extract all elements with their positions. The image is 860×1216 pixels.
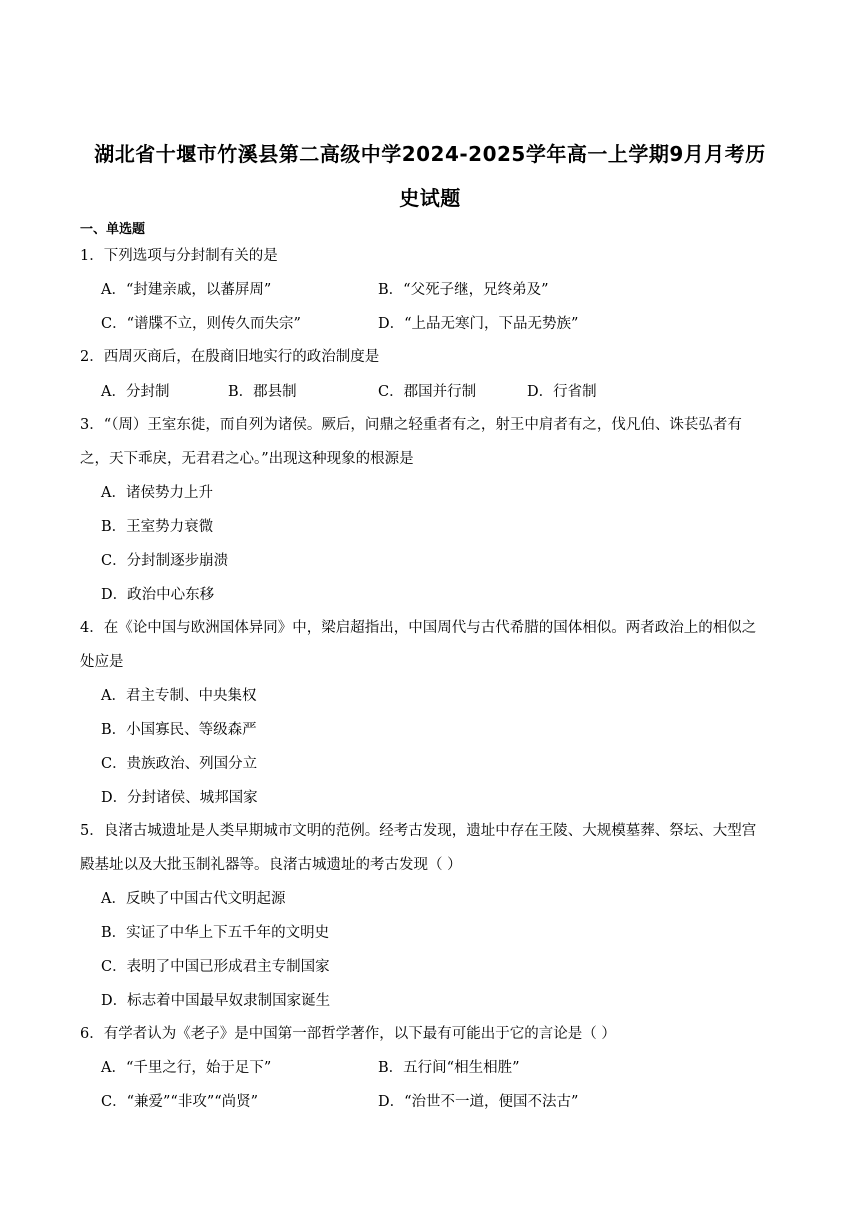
q1-option-c: C．“谱牒不立，则传久而失宗”: [101, 316, 301, 332]
exam-title-line2: 史试题: [399, 186, 461, 210]
q4-stem-line1: 4．在《论中国与欧洲国体异同》中，梁启超指出，中国周代与古代希腊的国体相似。两者政治上的相似之: [80, 620, 757, 636]
q3-option-b: B．王室势力衰微: [101, 519, 214, 535]
q6-stem: 6．有学者认为《老子》是中国第一部哲学著作，以下最有可能出于它的言论是（ ）: [80, 1026, 616, 1042]
q1-option-d: D．“上品无寒门，下品无势族”: [378, 316, 579, 332]
q1-stem: 1．下列选项与分封制有关的是: [80, 248, 278, 264]
q4-stem-line2: 处应是: [80, 654, 124, 670]
q6-option-c: C．“兼爱”“非攻”“尚贤”: [101, 1094, 259, 1110]
q5-option-b: B．实证了中华上下五千年的文明史: [101, 925, 330, 941]
q3-option-c: C．分封制逐步崩溃: [101, 553, 229, 569]
q5-option-a: A．反映了中国古代文明起源: [101, 891, 286, 907]
q6-option-b: B．五行间“相生相胜”: [378, 1060, 520, 1076]
section-heading: 一、单选题: [80, 222, 146, 237]
q2-option-b: B．郡县制: [228, 384, 297, 400]
q3-option-d: D．政治中心东移: [101, 587, 215, 603]
q1-option-b: B．“父死子继，兄终弟及”: [378, 282, 549, 298]
q6-option-a: A．“千里之行，始于足下”: [101, 1060, 272, 1076]
q4-option-b: B．小国寡民、等级森严: [101, 722, 257, 738]
q5-stem-line2: 殿基址以及大批玉制礼器等。良渚古城遗址的考古发现（ ）: [80, 857, 462, 873]
q5-option-d: D．标志着中国最早奴隶制国家诞生: [101, 993, 331, 1009]
q2-option-a: A．分封制: [101, 384, 170, 400]
q5-stem-line1: 5．良渚古城遗址是人类早期城市文明的范例。经考古发现，遗址中存在王陵、大规模墓葬、祭坛、大型宫: [80, 823, 757, 839]
exam-title-line1: 湖北省十堰市竹溪县第二高级中学2024-2025学年高一上学期9月月考历: [94, 142, 766, 166]
q3-stem-line2: 之，天下乖戾，无君君之心。”出现这种现象的根源是: [80, 451, 414, 467]
q1-option-a: A．“封建亲戚，以蕃屏周”: [101, 282, 272, 298]
q2-stem: 2．西周灭商后，在殷商旧地实行的政治制度是: [80, 349, 380, 365]
q4-option-c: C．贵族政治、列国分立: [101, 756, 258, 772]
q3-stem-line1: 3．“（周）王室东徙，而自列为诸侯。厥后，问鼎之轻重者有之，射王中肩者有之，伐凡伯、诛苌弘者有: [80, 417, 742, 433]
q4-option-d: D．分封诸侯、城邦国家: [101, 790, 258, 806]
q5-option-c: C．表明了中国已形成君主专制国家: [101, 959, 330, 975]
q2-option-d: D．行省制: [527, 384, 597, 400]
q2-option-c: C．郡国并行制: [378, 384, 477, 400]
q4-option-a: A．君主专制、中央集权: [101, 688, 257, 704]
q6-option-d: D．“治世不一道，便国不法古”: [378, 1094, 579, 1110]
q3-option-a: A．诸侯势力上升: [101, 485, 213, 501]
